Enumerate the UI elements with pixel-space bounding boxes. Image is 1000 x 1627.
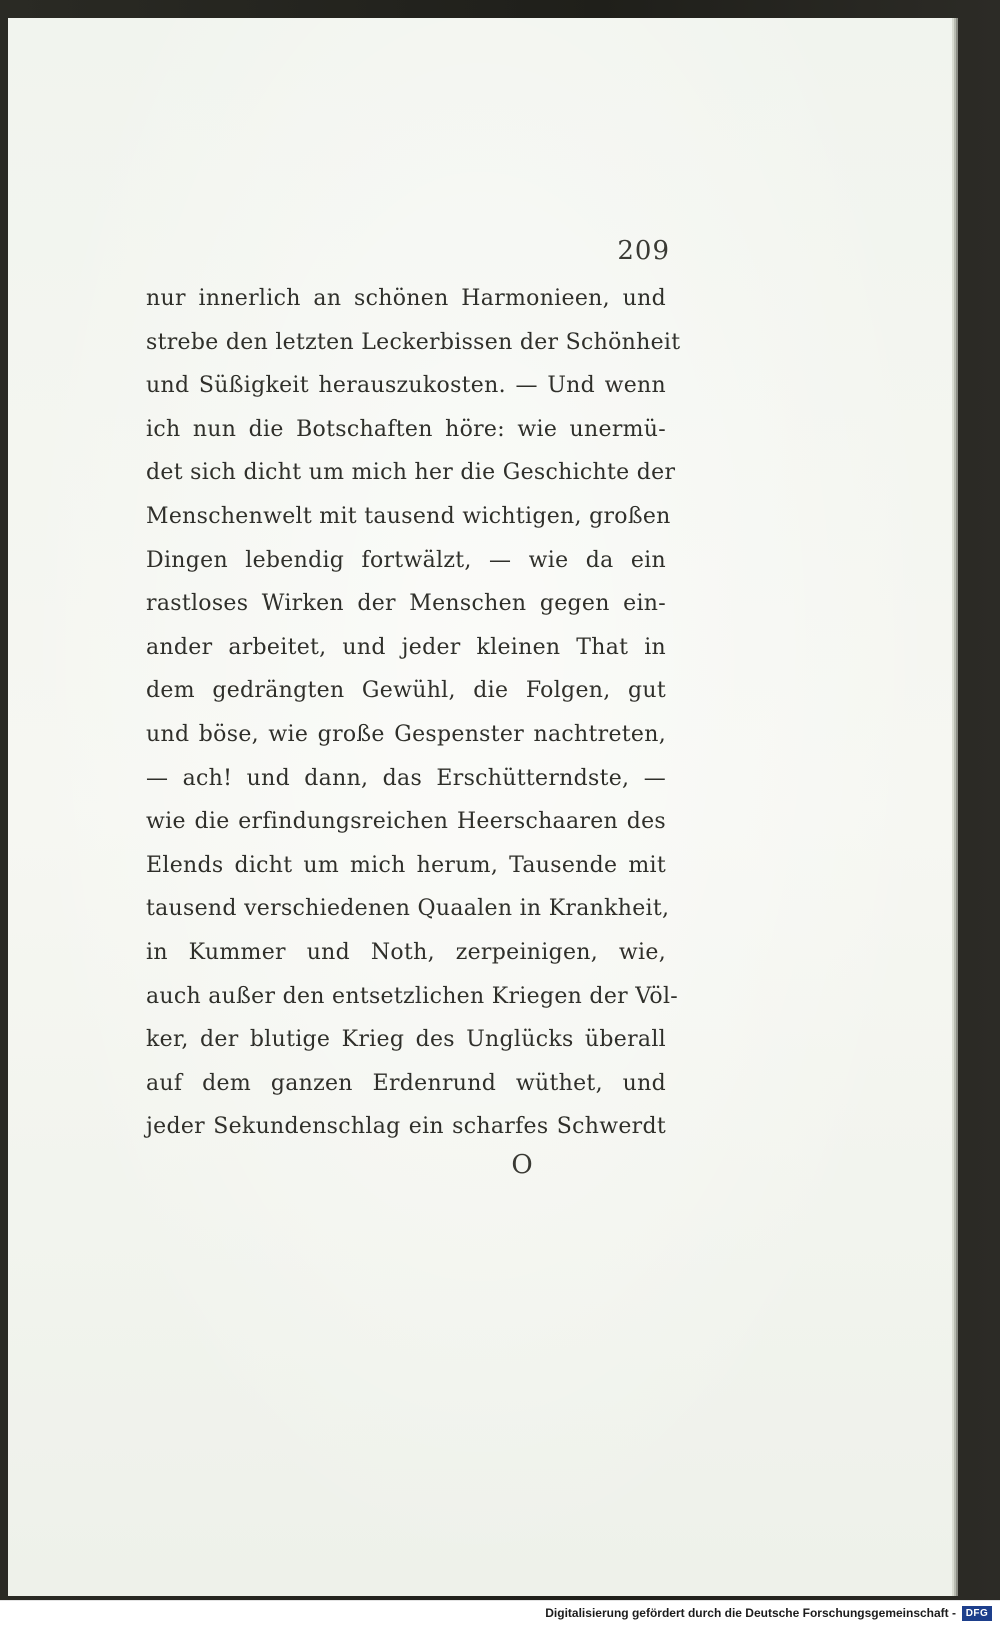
text-line: nur innerlich an schönen Harmonieen, und	[146, 286, 666, 311]
text-line: — ach! und dann, das Erschütterndste, —	[146, 765, 666, 791]
text-line: ich nun die Botschaften höre: wie unermü-	[146, 416, 666, 442]
text-line: Menschenwelt mit tausend wichtigen, großen	[146, 503, 671, 529]
text-line: tausend verschiedenen Quaalen in Krankheit,	[146, 896, 670, 922]
page-number: 209	[617, 236, 670, 266]
text-line: strebe den letzten Leckerbissen der Schönheit	[146, 329, 681, 355]
dfg-logo: DFG	[962, 1606, 992, 1621]
text-line: wie die erfindungsreichen Heerschaaren des	[146, 809, 666, 835]
text-line: auf dem ganzen Erdenrund wüthet, und	[146, 1070, 666, 1096]
text-line: in Kummer und Noth, zerpeinigen, wie,	[146, 939, 666, 965]
text-line: Dingen lebendig fortwälzt, — wie da ein	[146, 547, 666, 573]
text-line: auch außer den entsetzlichen Kriegen der Völ-	[146, 983, 679, 1009]
page-text	[146, 277, 681, 1149]
text-line: Elends dicht um mich herum, Tausende mit	[146, 852, 666, 878]
text-line: ker, der blutige Krieg des Unglücks überall	[146, 1027, 666, 1053]
footer-credit: Digitalisierung gefördert durch die Deutsche Forschungsgemeinschaft -	[545, 1606, 956, 1620]
text-line: und böse, wie große Gespenster nachtreten,	[146, 721, 666, 747]
footer-bar	[0, 1600, 1000, 1627]
text-line: jeder Sekundenschlag ein scharfes Schwerdt	[146, 1114, 666, 1140]
signature-mark: O	[511, 1150, 533, 1180]
text-line: und Süßigkeit herauszukosten. — Und wenn	[146, 373, 666, 399]
text-line: det sich dicht um mich her die Geschichte der	[146, 460, 676, 486]
text-line: dem gedrängten Gewühl, die Folgen, gut	[146, 678, 666, 704]
text-line: rastloses Wirken der Menschen gegen ein-	[146, 591, 666, 617]
text-line: ander arbeitet, und jeder kleinen That in	[146, 634, 666, 660]
